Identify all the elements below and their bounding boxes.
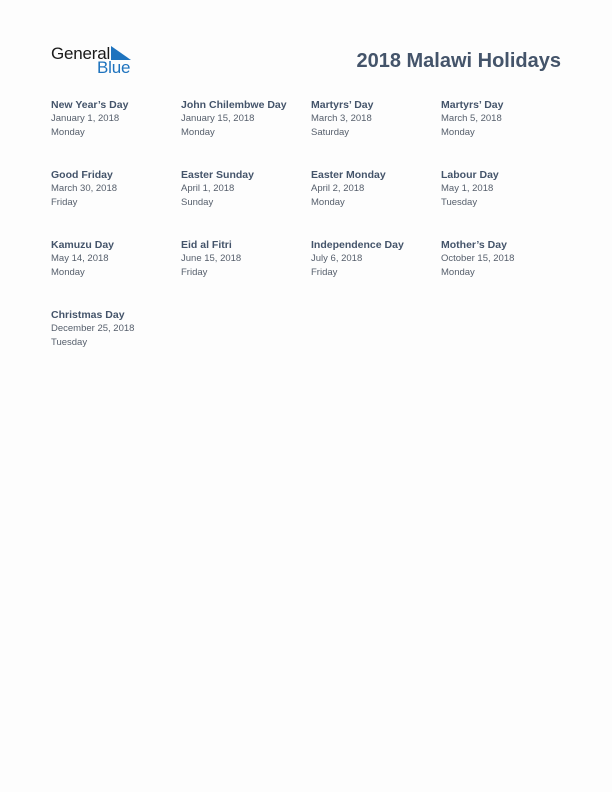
- holiday-item: [441, 238, 569, 279]
- holiday-weekday: Tuesday: [441, 196, 478, 208]
- holiday-item: [441, 168, 569, 209]
- holiday-name: Martyrs’ Day: [441, 99, 504, 111]
- holiday-weekday: Monday: [181, 126, 215, 138]
- holiday-weekday: Monday: [51, 126, 85, 138]
- holiday-item: [181, 98, 309, 139]
- holiday-name: Good Friday: [51, 169, 113, 181]
- holiday-date: May 1, 2018: [441, 183, 494, 194]
- holiday-date: June 15, 2018: [181, 253, 242, 264]
- holiday-weekday: Monday: [441, 126, 475, 138]
- holiday-name: Easter Monday: [311, 169, 386, 181]
- holiday-date: October 15, 2018: [441, 253, 515, 264]
- holiday-item: [51, 98, 179, 139]
- holiday-weekday: Saturday: [311, 126, 350, 138]
- holiday-name: Labour Day: [441, 169, 499, 181]
- holiday-item: [311, 98, 439, 139]
- holiday-date: April 2, 2018: [311, 183, 365, 194]
- holiday-weekday: Tuesday: [51, 336, 88, 348]
- holiday-weekday: Sunday: [181, 196, 214, 208]
- holiday-name: Easter Sunday: [181, 169, 254, 181]
- holiday-date: March 30, 2018: [51, 183, 118, 194]
- holiday-date: January 1, 2018: [51, 113, 120, 124]
- holiday-item: [181, 238, 309, 279]
- holiday-name: Kamuzu Day: [51, 239, 115, 251]
- holiday-name: Independence Day: [311, 239, 404, 251]
- holiday-name: John Chilembwe Day: [181, 99, 287, 111]
- holiday-name: Mother’s Day: [441, 239, 507, 251]
- holiday-item: [51, 238, 179, 279]
- holiday-weekday: Monday: [311, 196, 345, 208]
- holiday-item: [311, 168, 439, 209]
- holiday-weekday: Friday: [51, 196, 78, 208]
- logo-word-general: General: [51, 44, 111, 63]
- holiday-name: Christmas Day: [51, 309, 125, 321]
- holiday-name: Martyrs’ Day: [311, 99, 374, 111]
- holiday-item: [51, 168, 179, 209]
- holiday-date: December 25, 2018: [51, 323, 135, 334]
- holiday-weekday: Friday: [311, 266, 338, 278]
- holiday-item: [441, 98, 569, 139]
- brand-logo: [51, 44, 141, 78]
- holiday-date: July 6, 2018: [311, 253, 363, 264]
- holiday-date: March 3, 2018: [311, 113, 372, 124]
- holiday-name: New Year’s Day: [51, 99, 129, 111]
- holiday-date: April 1, 2018: [181, 183, 235, 194]
- holiday-name: Eid al Fitri: [181, 239, 232, 251]
- holiday-date: March 5, 2018: [441, 113, 502, 124]
- holiday-item: [181, 168, 309, 209]
- holiday-item: [311, 238, 439, 279]
- holiday-weekday: Monday: [51, 266, 85, 278]
- holiday-date: May 14, 2018: [51, 253, 109, 264]
- page-title: 2018 Malawi Holidays: [356, 50, 561, 72]
- logo-word-blue: Blue: [97, 58, 131, 77]
- holiday-item: [51, 308, 179, 349]
- holiday-weekday: Friday: [181, 266, 208, 278]
- holiday-date: January 15, 2018: [181, 113, 255, 124]
- holiday-weekday: Monday: [441, 266, 475, 278]
